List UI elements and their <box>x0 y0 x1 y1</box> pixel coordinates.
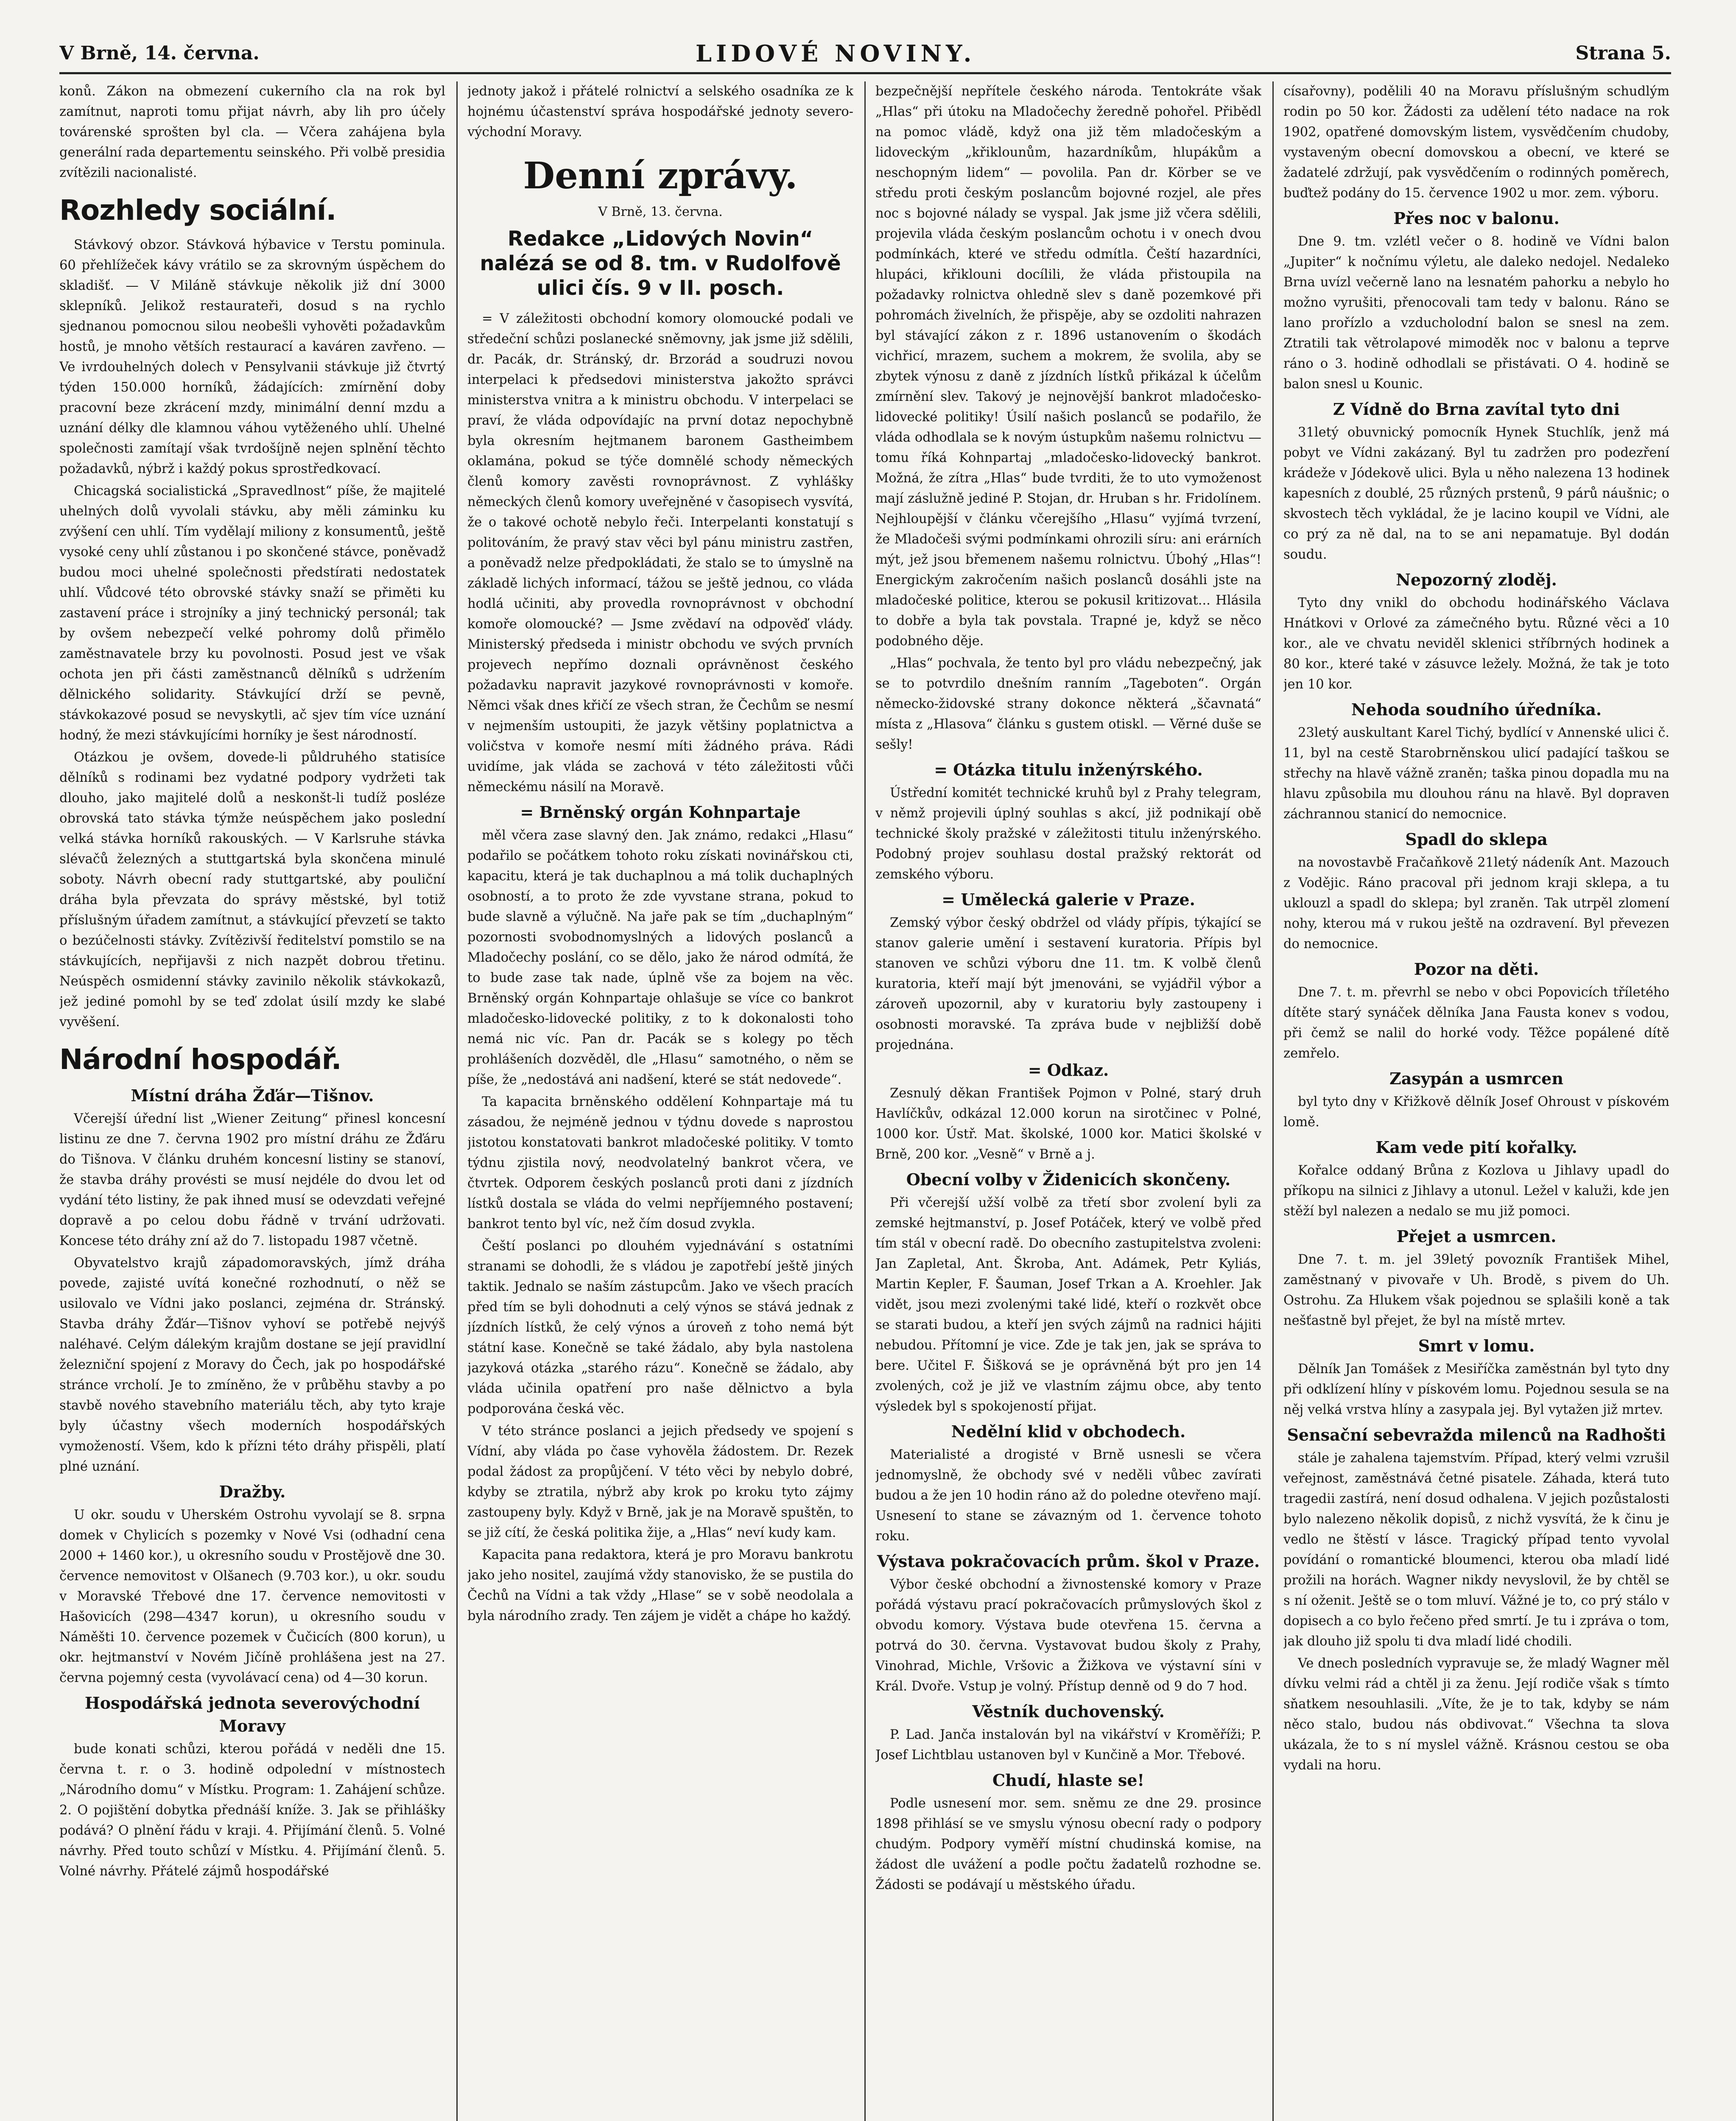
column-4 <box>1283 81 1669 2121</box>
article-heading: Hospodářská jednota severovýchodní Moravy <box>84 1693 420 1735</box>
article-paragraph: = V záležitosti obchodní komory olomoucké podali ve středeční schůzi poslanecké sněmovny, jak jsme již sdělili, dr. Pacák, dr. Stránský, dr. Brzorád a soudruzi novou interpelaci k předsedovi ministerstva jakožto správci ministerstva vnitra a k ministru obchodu. V interpelaci se praví, že vláda odpovídajíc na první dotaz nepochybně byla okresním hejtmanem baronem Gastheimbem oklamána, pokud se týče domnělé schody německých členů komory zavěsti rovnoprávnost. Z vyhlášky německých členů komory uveřejněné v časopisech vysvítá, že o takové ochotě nebylo řeči. Interpelanti konstatují s politováním, že pravý stav věci byl pánu ministru zastřen, a poněvadž nelze předpokládati, že stalo se to úmyslně na základě lichých informací, tážou se ještě jednou, co vláda hodlá učiniti, aby provedla rovnoprávnost v obchodní komoře olomoucké? — Jsme zvědaví na odpověď vlády. Ministerský předseda i ministr obchodu ve svých prvních projevech nepřímo doznali oprávněnost českého požadavku napravit jazykové rovnoprávnosti v komoře. Němci však dnes křičí ze všech stran, že Čechům se nesmí v nejmenším ustoupiti, že jazyk většiny poplatnictva a voličstva v komoře nesmí míti žádného práva. Rádi uvidíme, jak vláda se zachová v této záležitosti vůči německému násilí na Moravě. <box>467 311 853 795</box>
article-paragraph: Chicagská socialistická „Spravedlnost“ píše, že majitelé uhelných dolů vyvolali stávku, aby měli záminku ku zvýšení cen uhlí. Tím vydělají miliony z konsumentů, ještě vysoké ceny uhlí zůstanou i po skončené stávce, poněvadž budou moci uhelné společnosti předstírati nedostatek uhlí. Vůdcové této obrovské stávky snaží se přiměti ku zastavení práce i strojníky a jiný technický personál; tak by ovšem nebezpečí velké pohromy dolů přimělo zaměstnavatele brzy ku povolnosti. Posud jest ve však ochota jen při části zaměstnanců dělníků s udržením dělnického solidarity. Stávkující drží se pevně, stávkokazové posud se nevyskytli, ač sjev tím více uznání hodný, že mezi stávkujícími horníky je šest národností. <box>59 484 445 743</box>
section-heading-economy: Národní hospodář. <box>59 1043 341 1076</box>
place-date: V Brně, 14. června. <box>59 42 260 64</box>
article-paragraph: Kapacita pana redaktora, která je pro Moravu bankrotu jako jeho nositel, zaujímá vždy stanovisko, že se pustila do Čechů na Vídni a tak vždy „Hlase“ se v sobě neodolala a byla národního zrady. Ten zájem je vidět a chápe ho každý. <box>467 1547 853 1623</box>
article-heading: = Otázka titulu inženýrského. <box>934 760 1203 779</box>
article-paragraph: Otázkou je ovšem, dovede-li půldruhého statisíce dělníků s rodinami bez vydatné podpory vydržeti tak dlouho, jako majitelé dolů a neskonšt-li tudíž posléze obrovská tato stávka týmže neúspěchem jako poslední velká stávka horníků rakouských. — V Karlsruhe stávka slévačů železných a stuttgartská byla skončena minulé soboty. Návrh obecní rady stuttgartské, aby pouliční dráha byla převzata do správy městské, byl totiž příslušným úřadem zamítnut, a stávkující převzetí se takto o bezúčelnosti stávky. Zvítězivší ředitelství pomstilo se na stávkujících, nepřijavši z nich nazpět dobrou třetinu. Neúspěch osmidenní stávky zavinilo několik stávkokazů, jež jediné pomohl by se teď zdolat úsilí mzdy ke slabé vyvěšení. <box>59 750 445 1030</box>
newspaper-title: LIDOVÉ NOVINY. <box>696 40 976 67</box>
column-divider <box>1272 81 1274 2121</box>
article-paragraph: císařovny), podělili 40 na Moravu příslušným schudlým rodin po 50 kor. Žádosti za udělení této nadace na rok 1902, opatřené domovským listem, vysvědčením chudoby, vystaveným obecní domovskou a obecní, ve které se žadatelé zdržují, pak vysvědčením o rodinných poměrech, buďtež podány do 15. července 1902 u mor. zem. výboru. <box>1283 84 1669 201</box>
article-paragraph: „Hlas“ pochvala, že tento byl pro vládu nebezpečný, jak se to potvrdilo dnešním ranním „Tageboten“. Orgán německo-židovské strany dokonce některá „ščavnatá“ místa z „Hlasova“ článku s gustem otiskl. — Věrné duše se sešly! <box>875 656 1261 752</box>
article-paragraph: bezpečnější nepřítele českého národa. Tentokráte však „Hlas“ při útoku na Mladočechy žeredně pohořel. Přibědl na pomoc vládě, když ona již těm mladočeským a lidoveckým „křiklounům, hazardníkům, hlupákům a neschopným lidem“ — povolila. Pan dr. Körber se ve středu proti českým poslancům bojovné rozjel, ale přes noc s bojovné nálady se vyspal. Jak jsme již včera sdělili, projevila vláda českým poslancům ochotu i v onech dvou podmínkách, které ve středu odmítla. Čeští hazardníci, hlupáci, křiklouni docílili, že vláda přistoupila na požadavky rolnictva ohledně slev s daně pozemkové při pohromách živelních, že přispěje, aby se ozdoliti nahrazen byl stávající zákon z r. 1896 ustanovením o škodách vichřicí, mrazem, suchem a mokrem, že svolila, aby se zbytek výnosu z daně z jízdních lístků přikázal k účelům zmírnění slev. Takový je nejnovější bankrot mladočesko-lidovecké politiky! Úsilí našich poslanců se podařilo, že vláda odhodlala se k novým ústupkům našemu rolnictvu — tomu říká Kohnpartaj „mladočesko-lidovecký bankrot. Možná, že zítra „Hlas“ bude tvrditi, že to uto vymoženost mají záslužně jediné P. Stojan, dr. Hruban s hr. Fridolínem. Nejhloupější v článku včerejšího „Hlasu“ vyjímá tvrzení, že Mladočeši svými podmínkami ohrozili síru: ani erárních mýt, jež jsou břemenem našemu rolnictvu. Úbohý „Hlas“! Energickým zakročením našich poslanců dosáhli jste na mladočeské politice, kterou se pokusil kritizovat... Hlásila to dobře a byla tak povstala. Trapné je, když se něco podobného děje. <box>875 84 1261 649</box>
article-heading: Chudí, hlaste se! <box>992 1771 1145 1790</box>
masthead <box>59 34 1671 74</box>
article-paragraph: P. Lad. Janča instalován byl na vikářství v Kroměříži; P. Josef Lichtblau ustanoven byl v Kunčině a Mor. Třebové. <box>875 1727 1261 1763</box>
article-heading: Kam vede pití kořalky. <box>1375 1138 1577 1157</box>
article-heading: Dražby. <box>219 1482 286 1501</box>
article-paragraph: byl tyto dny v Křižkově dělník Josef Ohroust v pískovém lomě. <box>1283 1094 1669 1130</box>
section-heading-news: Denní zprávy. <box>523 154 798 197</box>
article-heading: Zasypán a usmrcen <box>1389 1069 1563 1088</box>
article-heading: Místní dráha Žďár—Tišnov. <box>131 1086 374 1105</box>
column-3 <box>875 81 1261 2121</box>
article-heading: = Umělecká galerie v Praze. <box>942 890 1195 909</box>
page-number: Strana 5. <box>1575 42 1671 64</box>
dateline: V Brně, 13. června. <box>598 204 723 219</box>
article-paragraph: Dne 9. tm. vzlétl večer o 8. hodině ve Vídni balon „Jupiter“ k nočnímu výletu, ale daleko nedojel. Nedaleko Brna uvízl večerně lano na lesnatém pahorku a nebylo ho možno vyrušiti, přenocovali tam tedy v balonu. Ráno se lano prořízlo a vzducholodní balon se snesl na zem. Ztratili tak větrolapové mimoděk noc v balonu a teprve ráno o 3. hodině odhodlali se přistávati. O 4. hodině se balon snesl u Kounic. <box>1283 234 1669 392</box>
article-paragraph: bude konati schůzi, kterou pořádá v neděli dne 15. června t. r. o 3. hodině odpolední v místnostech „Národního domu“ v Místku. Program: 1. Zahájení schůze. 2. O pojištění dobytka přednáší kníže. 3. Jak se přihlášky podává? O plnění řádu v kraji. 4. Přijímání členů. 5. Volné návrhy. Před touto schůzí v Místku. 4. Přijímání členů. 5. Volné návrhy. Přátelé zájmů hospodářské <box>59 1742 445 1879</box>
newspaper-page <box>59 34 1671 2121</box>
article-heading: Obecní volby v Židenicích skončeny. <box>906 1170 1231 1189</box>
article-heading: Výstava pokračovacích prům. škol v Praze. <box>877 1552 1260 1571</box>
editorial-notice: Redakce „Lidových Novin“ nalézá se od 8. tm. v Rudolfově ulici čís. 9 v II. posch. <box>480 227 841 300</box>
article-paragraph: Kořalce oddaný Brůna z Kozlova u Jihlavy upadl do příkopu na silnici z Jihlavy a utonul. Ležel v kaluži, kde jen stěží byl nalezen a nedalo se mu již pomoci. <box>1283 1163 1669 1219</box>
article-paragraph: Dne 7. t. m. převrhl se nebo v obci Popovicích tříletého dítěte starý synáček dělníka Jana Fausta konev s vodou, při čemž se nalil do horké vody. Těžce popálené dítě zemřelo. <box>1283 985 1669 1061</box>
article-paragraph: konů. Zákon na obmezení cukerního cla na rok byl zamítnut, naproti tomu přijat návrh, aby lih pro účely továrenské sprošten byl cla. — Včera zahájena byla generální rada departementu seinského. Při volbě presidia zvítězili nacionalisté. <box>59 84 445 180</box>
article-paragraph: Čeští poslanci po dlouhém vyjednávání s ostatními stranami se dohodli, že s vládou je zapotřebí ještě jiných taktik. Jednalo se naším zástupcům. Jako ve všech pracích před tím se byli dohodnuti a celý výnos se stává jednak z jízdních lístků, že celý výnos a úroveň z toho nemá být státní kase. Konečně se také žádalo, aby byla nastolena jazyková otázka „starého rázu“. Konečně se žádalo, aby vláda učinila opatření pro naše dělnictvo a byla podporována česká věc. <box>467 1239 853 1416</box>
section-heading-social: Rozhledy sociální. <box>59 194 336 227</box>
article-paragraph: U okr. soudu v Uherském Ostrohu vyvolají se 8. srpna domek v Chylicích s pozemky v Nové Vsi (odhadní cena 2000 + 1460 kor.), u okresního soudu v Prostějově dne 30. července nemovitost v Olšanech (9.703 kor.), u okr. soudu v Moravské Třebové dne 17. července nemovitosti v Hašovicích (298—4347 korun), u okresního soudu v Náměšti 10. července pozemek v Čučicích (800 korun), u okr. hejtmanství v Novém Jičíně prohlášena jest na 27. června pojemný cesta (vyvolávací cena) od 4—30 korun. <box>59 1508 445 1685</box>
article-paragraph: Zesnulý děkan František Pojmon v Polné, starý druh Havlíčkův, odkázal 12.000 korun na sirotčinec v Polné, 1000 kor. Ústř. Mat. školské, 1000 kor. Matici školské v Brně, 200 kor. „Vesně“ v Brně a j. <box>875 1086 1261 1162</box>
article-paragraph: Včerejší úřední list „Wiener Zeitung“ přinesl koncesní listinu ze dne 7. června 1902 pro místní dráhu ze Žďáru do Tišnova. V článku druhém koncesní listiny se stanoví, že stavba dráhy provésti se musí nejdéle do dvou let od vydání této listiny, že pak ihned musí se odevzdati veřejné dopravě a po celou dobu řádně v trvání udržovati. Koncese této dráhy zní až do 7. listopadu 1987 včetně. <box>59 1111 445 1248</box>
article-heading: = Odkaz. <box>1028 1060 1109 1080</box>
article-paragraph: Zemský výbor český obdržel od vlády přípis, týkající se stanov galerie umění i sestavení kuratoria. Přípis byl stanoven ve schůzi výboru dne 11. tm. K volbě členů kuratoria, kteří mají být jmenováni, se vyjádřil výbor a zároveň upozornil, aby v kuratoriu byly zastoupeny i osobnosti moravské. Ta zpráva bude v nejbližší době projednána. <box>875 915 1261 1052</box>
article-paragraph: Ta kapacita brněnského oddělení Kohnpartaje má tu zásadou, že nejméně jednou v týdnu dovede s naprostou jistotou konstatovati bankrot mladočeské politiky. V tomto týdnu zjistila nový, neodvolatelný bankrot včera, ve čtvrtek. Odporem českých poslanců proti dani z jízdních lístků dostala se vláda do velmi nepříjemného postavení; bankrot tento byl víc, než čím dosud zvykla. <box>467 1094 853 1231</box>
article-paragraph: Tyto dny vnikl do obchodu hodinářského Václava Hnátkovi v Orlové za zámečného bytu. Různé věci a 10 kor., ale ve chvatu neviděl sklenici stříbrných hodinek a 80 kor., které také v zásuvce ležely. Možná, že tak je toto jen 10 kor. <box>1283 596 1669 692</box>
article-paragraph: Materialisté a drogisté v Brně usnesli se včera jednomyslně, že obchody své v neděli vůbec zavírati budou a že jen 10 hodin ráno až do poledne otevřeno mají. Usnesení to stane se závazným od 1. července tohoto roku. <box>875 1447 1261 1544</box>
article-heading: Nehoda soudního úředníka. <box>1351 700 1602 719</box>
article-heading: Spadl do sklepa <box>1405 830 1548 849</box>
column-divider <box>456 81 458 2121</box>
article-heading: Z Vídně do Brna zavítal tyto dni <box>1333 400 1620 419</box>
article-heading: Pozor na děti. <box>1414 960 1539 979</box>
article-paragraph: Výbor české obchodní a živnostenské komory v Praze pořádá výstavu prací pokračovacích průmyslových škol z obvodu komory. Výstava bude otevřena 15. června a potrvá do 30. června. Vystavovat budou školy z Prahy, Vinohrad, Michle, Vršovic a Žižkova ve výstavní síni v Král. Dvoře. Vstup je volný. Přístup denně od 9 do 7 hod. <box>875 1577 1261 1694</box>
article-heading: Nedělní klid v obchodech. <box>951 1422 1186 1441</box>
article-paragraph: 23letý auskultant Karel Tichý, bydlící v Annenské ulici č. 11, byl na cestě Starobrněnskou ulicí padající taškou se střechy na hlavě vážně zraněn; taška pinou dopadla mu na hlavu způsobila mu dlouhou ránu na hlavě. Byl dopraven záchrannou stanicí do nemocnice. <box>1283 725 1669 822</box>
article-paragraph: Stávkový obzor. Stávková hýbavice v Terstu pominula. 60 přehlížeček kávy vrátilo se za skrovným úspěchem do skladišť. — V Miláně stávkuje několik již dní 3000 sklepníků. Jelikož restaurateři, dosud s na rychlo sjednanou pomocnou silou neobešli vyhověti požadavkům hostů, je mnoho větších restaurací a kaváren zavřeno. — Ve ivrdouhelných dolech v Pensylvanii stávkuje již čtvrtý týden 150.000 horníků, žádajících: zmírnění doby pracovní beze zkrácení mzdy, minimální denní mzdu a uznání délky dle klamnou váhou vytěženého uhlí. Uhelné společnosti zamítají však tvrdošíjně nejen splnění těchto požadavků, nýbrž i každý pokus sprostředkovací. <box>59 238 445 476</box>
column-1 <box>59 81 445 2121</box>
article-paragraph: na novostavbě Fračaňkově 21letý nádeník Ant. Mazouch z Vodějic. Ráno pracoval při jednom kraji sklepa, a tu uklouzl a spadl do sklepa; byl zraněn. Tak utrpěl zlomení nohy, kterou má v rukou ještě na ozdravení. Byl převezen do nemocnice. <box>1283 855 1669 951</box>
article-paragraph: V této stránce poslanci a jejich předsedy ve spojení s Vídní, aby vláda po čase vyhověla žádostem. Dr. Rezek podal žádost za propůjčení. V této věci by nebylo dobré, kdyby se ztratila, nýbrž aby krok po kroku tyto zájmy zastoupeny byly. Když v Brně, jak je na Moravě spuštěn, to se již cítí, že česká politika žije, a „Hlas“ neví kudy kam. <box>467 1424 853 1540</box>
columns <box>59 81 1671 2121</box>
article-paragraph: Při včerejší užší volbě za třetí sbor zvolení byli za zemské hejtmanství, p. Josef Potáček, který ve volbě před tím stál v obecní radě. Do obecního zastupitelstva zvoleni: Jan Zapletal, Ant. Škroba, Ant. Adámek, Petr Kyliás, Martin Kepler, F. Šauman, Josef Trkan a A. Kroehler. Jak vidět, jsou mezi zvolenými také lidé, kteří o rozkvět obce se starati budou, a kteří jen svých zájmů na radnici hájiti nebudou. Přítomní je vice. Zde je tak jen, jak se správa to bere. Učitel F. Šišková se je oprávněná být pro jen 14 zvolených, což je již ve vlastním zájmu obce, aby tento výsledek byl s spokojeností přijat. <box>875 1195 1261 1414</box>
article-paragraph: Dne 7. t. m. jel 39letý povozník František Mihel, zaměstnaný v pivovaře v Uh. Brodě, s pivem do Uh. Ostrohu. Za Hlukem však pojednou se splašili koně a tak nešťastně byl přejet, že byl na místě mrtev. <box>1283 1252 1669 1328</box>
article-paragraph: Obyvatelstvo krajů západomoravských, jímž dráha povede, zajisté uvítá konečné rozhodnutí, o něž se usilovalo ve Vídni jako poslanci, zejména dr. Stránský. Stavba dráhy Žďár—Tišnov vyhoví se potřebě nejvýš naléhavé. Celým dálekým krajům dostane se její pravidlní železniční spojení z Moravy do Čech, jak po hospodářské stránce vrcholí. Je to zmíněno, že v průběhu stavby a po stavbě nového stavebního materiálu těch, aby tyto kraje byly účastny všech moderních hospodářských vymožeností. Všem, kdo k přízni této dráhy přispěli, platí plné uznání. <box>59 1256 445 1474</box>
article-paragraph: stále je zahalena tajemstvím. Případ, který velmi vzrušil veřejnost, zaměstnává četné pisatele. Záhada, která tuto tragedii zastírá, není dosud odhalena. V jejich pozůstalosti bylo nalezeno několik dopisů, z nichž vysvítá, že k činu je vedlo ne štěstí v lásce. Tragický případ tento vyvolal povídání o romantické bloumenci, kterou oba mladí lidé prožili na horách. Wagner nikdy nevyslovil, že by chtěl se s ní oženit. Ještě se o tom mluví. Vážné je to, co prý stálo v dopisech a co bylo řečeno před smrtí. Je tu i zpráva o tom, jak dlouho již spolu ti dva mladí lidé chodili. <box>1283 1451 1669 1649</box>
article-paragraph: Dělník Jan Tomášek z Mesiříčka zaměstnán byl tyto dny při odklízení hlíny v pískovém lomu. Pojednou sesula se na něj velká vrstva hlíny a zasypala jej. Byl vytažen již mrtev. <box>1283 1362 1669 1417</box>
article-heading: Smrt v lomu. <box>1418 1336 1535 1355</box>
article-heading: Věstník duchovenský. <box>972 1702 1165 1721</box>
article-heading: Přes noc v balonu. <box>1393 209 1560 228</box>
article-heading: Přejet a usmrcen. <box>1396 1227 1557 1246</box>
article-heading: Sensační sebevražda milenců na Radhošti <box>1287 1425 1666 1444</box>
article-paragraph: Ústřední komitét technické kruhů byl z Prahy telegram, v němž projevili úplný souhlas s akcí, již podnikají obě technické školy pražské v záležitosti titulu inženýrského. Podobný projev souhlasu dostal pražský rektorát od zemského výboru. <box>875 786 1261 882</box>
column-divider <box>864 81 866 2121</box>
article-paragraph: 31letý obuvnický pomocník Hynek Stuchlík, jenž má pobyt ve Vídni zakázaný. Byl tu zadržen pro podezření krádeže v Jódekově ulici. Byla u něho nalezena 13 hodinek kapesních z doublé, 25 různých prstenů, 9 párů náušnic; o skvostech těch vykládal, že je lacino koupil ve Vídni, ale co prý za ně dal, na to se ani nepamatuje. Byl dodán soudu. <box>1283 425 1669 562</box>
article-paragraph: Ve dnech posledních vypravuje se, že mladý Wagner měl dívku velmi rád a chtěl ji za ženu. Její rodiče však s tímto sňatkem nesouhlasili. „Víte, že je to tak, kdyby se nám něco stalo, budou nás obdivovat.“ Všechna ta slova ukázala, že to s ní myslel vážně. Krásnou cestou se oba vydali na horu. <box>1283 1656 1669 1773</box>
article-paragraph: měl včera zase slavný den. Jak známo, redakci „Hlasu“ podařilo se počátkem tohoto roku získati novinářskou cti, kapacitu, která je tak duchaplnou a má tolik duchaplných osobností, a to proto že zde vyvstane strana, pokud to bude slavně a výlučně. Na jaře pak se tím „duchaplným“ pozornosti svobodnomyslných a lidových poslanců a Mladočechy poslání, co se dělo, jako že národ odmítá, že to bude zase tak nade, úplně vše za bojem na věc. Brněnský orgán Kohnpartaje ohlašuje se více co bankrot mladočesko-lidovecké politiky, z to k dokonalosti toho nemá nic víc. Pan dr. Pacák se s kolegy po těch prohlášeních dozvěděl, dle „Hlasu“ samotného, o něm se píše, že „nedostává ani nadšení, které se stát nedovede“. <box>467 828 853 1087</box>
article-paragraph: Podle usnesení mor. sem. sněmu ze dne 29. prosince 1898 přihlásí se ve smyslu výnosu obecní rady o podpory chudým. Podpory vyměří místní chudinská komise, na žádost dle uvážení a podle počtu žadatelů rozhodne se. Žádosti se podávají u městského úřadu. <box>875 1796 1261 1892</box>
article-heading: Nepozorný zloděj. <box>1396 570 1557 589</box>
article-heading: = Brněnský orgán Kohnpartaje <box>520 803 801 822</box>
column-2 <box>467 81 853 2121</box>
article-paragraph: jednoty jakož i přátelé rolnictví a selského osadníka ze k hojnému účastenství správa hospodářské jednoty severo-východní Moravy. <box>467 84 853 140</box>
